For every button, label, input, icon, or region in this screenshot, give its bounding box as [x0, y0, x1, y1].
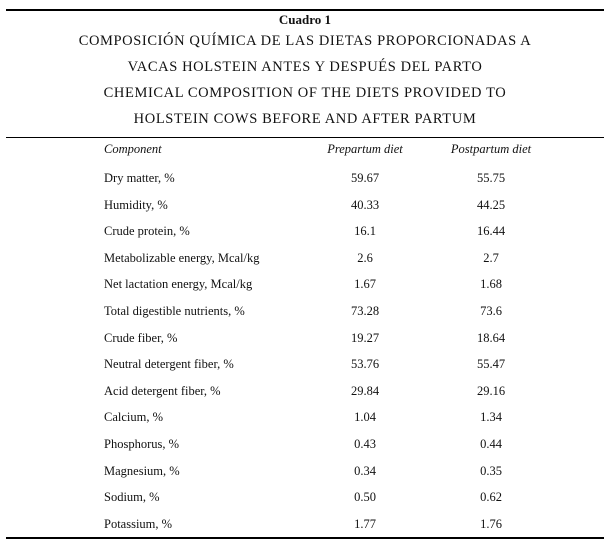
- table-row: [0, 458, 610, 485]
- table-row: [0, 404, 610, 431]
- table-row: [0, 431, 610, 458]
- header-postpartum: Postpartum diet: [450, 142, 532, 156]
- table-row: [0, 245, 610, 272]
- table-header: [0, 142, 610, 162]
- cell-component: Net lactation energy, Mcal/kg: [104, 277, 253, 292]
- cell-component: Metabolizable energy, Mcal/kg: [104, 250, 260, 265]
- cell-postpartum: 2.7: [483, 250, 499, 265]
- cell-component: Neutral detergent fiber, %: [104, 357, 234, 372]
- cell-component: Dry matter, %: [104, 171, 175, 185]
- cell-postpartum: 55.75: [476, 171, 506, 185]
- title-line-1: COMPOSICIÓN QUÍMICA DE LAS DIETAS PROPORCIONADAS A: [78, 33, 532, 49]
- cell-prepartum: 0.43: [354, 436, 376, 451]
- table-row: [0, 378, 610, 405]
- cell-postpartum: 29.16: [476, 383, 506, 398]
- bottom-rule: [6, 537, 604, 539]
- cell-postpartum: 0.62: [480, 490, 502, 505]
- cell-prepartum: 16.1: [354, 224, 376, 239]
- cell-prepartum: 0.50: [354, 490, 376, 505]
- cell-component: Crude protein, %: [104, 224, 190, 239]
- cell-prepartum: 0.34: [354, 463, 376, 478]
- cell-prepartum: 40.33: [350, 197, 380, 212]
- cell-component: Calcium, %: [104, 410, 164, 425]
- cell-postpartum: 0.44: [480, 436, 502, 451]
- cell-component: Phosphorus, %: [104, 436, 180, 451]
- cell-component: Humidity, %: [104, 197, 168, 212]
- cell-postpartum: 55.47: [476, 357, 506, 372]
- cell-component: Potassium, %: [104, 516, 173, 531]
- table-row: [0, 484, 610, 511]
- cell-postpartum: 1.34: [480, 410, 502, 425]
- cell-prepartum: 1.67: [354, 277, 376, 292]
- title-line-3: CHEMICAL COMPOSITION OF THE DIETS PROVIDED TO: [103, 85, 507, 101]
- cell-component: Crude fiber, %: [104, 330, 178, 345]
- cell-component: Total digestible nutrients, %: [104, 303, 245, 318]
- cell-component: Magnesium, %: [104, 463, 180, 478]
- cell-postpartum: 0.35: [480, 463, 502, 478]
- cell-component: Acid detergent fiber, %: [104, 383, 221, 398]
- title-line-4: HOLSTEIN COWS BEFORE AND AFTER PARTUM: [133, 111, 477, 127]
- cell-prepartum: 1.04: [354, 410, 376, 425]
- table-label: Cuadro 1: [278, 12, 332, 27]
- table-row: [0, 298, 610, 325]
- table-row: [0, 165, 610, 192]
- header-prepartum: Prepartum diet: [327, 142, 403, 156]
- table-body: [0, 165, 610, 537]
- cell-prepartum: 29.84: [350, 383, 380, 398]
- cell-postpartum: 18.64: [476, 330, 506, 345]
- table-row: [0, 511, 610, 538]
- header-component: Component: [104, 142, 162, 156]
- cell-prepartum: 19.27: [350, 330, 380, 345]
- table-row: [0, 351, 610, 378]
- cell-prepartum: 53.76: [350, 357, 380, 372]
- cell-prepartum: 73.28: [350, 303, 380, 318]
- table-row: [0, 192, 610, 219]
- table-row: [0, 325, 610, 352]
- cell-postpartum: 44.25: [476, 197, 506, 212]
- table-row: [0, 218, 610, 245]
- header-rule: [6, 137, 604, 138]
- top-rule: [6, 9, 604, 11]
- cell-postpartum: 73.6: [480, 303, 502, 318]
- cell-prepartum: 1.77: [354, 516, 376, 531]
- cell-postpartum: 1.68: [480, 277, 502, 292]
- cell-component: Sodium, %: [104, 490, 160, 505]
- cell-postpartum: 16.44: [476, 224, 506, 239]
- cell-prepartum: 59.67: [350, 171, 380, 185]
- cell-prepartum: 2.6: [357, 250, 373, 265]
- title-line-2: VACAS HOLSTEIN ANTES Y DESPUÉS DEL PARTO: [127, 59, 483, 75]
- cell-postpartum: 1.76: [480, 516, 502, 531]
- table-caption: [0, 12, 610, 132]
- table-row: [0, 271, 610, 298]
